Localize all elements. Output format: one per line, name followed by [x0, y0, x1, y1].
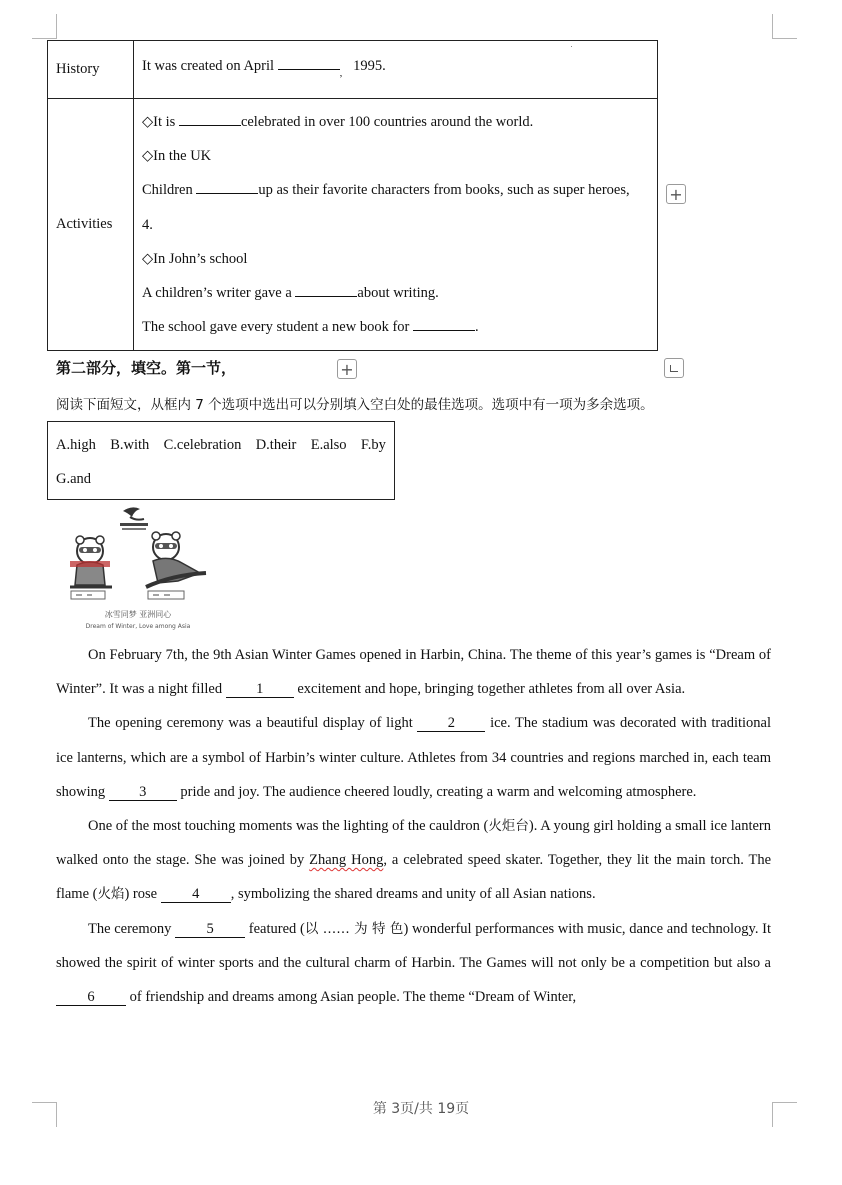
resize-icon [670, 365, 678, 372]
activity-1-b: celebrated in over 100 countries around the world. [240, 114, 534, 130]
diamond-bullet: ◇ [142, 114, 154, 130]
table-resize-handle[interactable] [664, 358, 684, 378]
margin-mark-top-right [772, 14, 797, 39]
activity-line-3 [142, 173, 657, 207]
passage-paragraph-4 [56, 912, 771, 1015]
history-label: History [48, 41, 134, 99]
blank-6: 6 [56, 989, 126, 1006]
option-d: D.their [255, 437, 297, 453]
p3-chinese-flame: 火焰 [97, 886, 125, 903]
blank-5: 5 [175, 921, 245, 938]
blank-3: 3 [109, 784, 177, 801]
activity-line-7 [142, 310, 657, 344]
activity-7-b: . [474, 319, 479, 336]
history-content [134, 41, 658, 99]
mascot-image [60, 503, 216, 633]
activity-line-5: ◇In John’s school [142, 250, 248, 267]
history-row [48, 41, 658, 99]
option-c: C.celebration [163, 437, 242, 453]
activity-blank-6 [295, 282, 357, 297]
p3-chinese-cauldron: 火炬台 [488, 818, 529, 835]
mascot-illustration [60, 503, 216, 633]
p3-text-d: ) rose [124, 886, 158, 903]
activities-label: Activities [48, 99, 134, 351]
mascot-nini-icon [146, 532, 206, 599]
mascot-binbin-icon [70, 536, 112, 599]
p4-text-d: of friendship and dreams among Asian people. The theme “Dream of Winter, [129, 989, 577, 1006]
options-line-2 [56, 462, 386, 496]
activity-3-a: Children [142, 182, 193, 199]
image-caption-cn: 冰雪同梦 亚洲同心 [104, 610, 172, 619]
activity-6-a: A children’s writer gave a [142, 284, 292, 301]
activity-line-4: 4. [142, 216, 153, 233]
option-g: G.and [56, 471, 92, 487]
p3-text-b: ). A young girl holding a small ice lantern walked onto the stage. She was joined by [56, 818, 771, 869]
activities-content [134, 99, 658, 351]
blank-1: 1 [226, 681, 294, 698]
options-line-1 [56, 428, 386, 462]
add-column-button[interactable]: + [337, 359, 357, 379]
p1-text-b: excitement and hope, bringing together athletes from all over Asia. [297, 681, 686, 698]
page-number: 第 3页/共 19页 [372, 1101, 470, 1117]
add-row-button[interactable]: + [666, 184, 686, 204]
activity-7-a: The school gave every student a new book for [142, 319, 410, 336]
p4-chinese-featured: 以 …… 为 特 色 [304, 920, 404, 937]
option-b: B.with [110, 437, 150, 453]
p4-text-c: ) wonderful performances with music, dance and technology. It showed the spirit of winter sports and the cultural charm of Harbin. The Games will not only be a competition but also a [56, 920, 772, 971]
passage-paragraph-2 [56, 706, 771, 809]
p3-text-c: , a celebrated speed skater. Together, they lit the main torch. The flame ( [56, 852, 772, 903]
activity-blank-1 [179, 111, 241, 126]
p3-text-a: One of the most touching moments was the lighting of the cauldron ( [88, 818, 489, 835]
history-year: 1995. [353, 58, 386, 74]
activity-1-a: It is [153, 114, 176, 130]
activity-6-b: about writing. [357, 284, 439, 301]
activity-line-2: ◇In the UK [142, 148, 212, 165]
option-e: E.also [310, 437, 347, 453]
activity-blank-3 [196, 179, 258, 194]
p1-text-a: On February 7th, the 9th Asian Winter Games opened in Harbin, China. The theme of this year’s games is “Dream of Winter”. It was a night filled [56, 647, 771, 698]
activity-3-b: up as their favorite characters from books, such as super heroes, [258, 182, 630, 199]
activity-line-1 [142, 105, 657, 139]
section-instruction: 阅读下面短文，从框内 7 个选项中选出可以分别填入空白处的最佳选项。选项中有一项为多余选项。 [56, 397, 654, 413]
option-a: A.high [56, 437, 96, 453]
options-box [47, 421, 395, 500]
info-table [47, 40, 658, 351]
history-blank [278, 55, 340, 70]
blank-4: 4 [161, 886, 231, 903]
spellcheck-name: Zhang Hong [309, 852, 384, 869]
section-heading: 第二部分，填空。第一节， [56, 359, 237, 377]
option-f: F.by [360, 437, 386, 453]
p2-text-b: ice. The stadium was decorated with traditional ice lanterns, which are a symbol of Harbin’s winter culture. Athletes from 34 countries and regions marched in, each team showing [56, 715, 771, 800]
games-logo-icon [120, 507, 148, 530]
image-caption-en: Dream of Winter, Love among Asia [85, 623, 191, 630]
activity-blank-7 [413, 316, 475, 331]
passage-paragraph-3 [56, 809, 771, 912]
margin-mark-top-left [32, 14, 57, 39]
passage-paragraph-1 [56, 638, 771, 706]
p2-text-a: The opening ceremony was a beautiful display of light [88, 715, 413, 732]
p2-text-c: pride and joy. The audience cheered loudly, creating a warm and welcoming atmosphere. [180, 783, 697, 800]
activities-row [48, 99, 658, 351]
history-text: It was created on April [142, 58, 275, 74]
p4-text-b: featured ( [248, 920, 305, 937]
p4-text-a: The ceremony [88, 920, 172, 937]
blank-2: 2 [417, 715, 485, 732]
passage [56, 638, 771, 1014]
history-comma: , [339, 68, 343, 79]
activity-line-6 [142, 276, 657, 310]
p3-text-e: , symbolizing the shared dreams and unity of all Asian nations. [230, 886, 596, 903]
